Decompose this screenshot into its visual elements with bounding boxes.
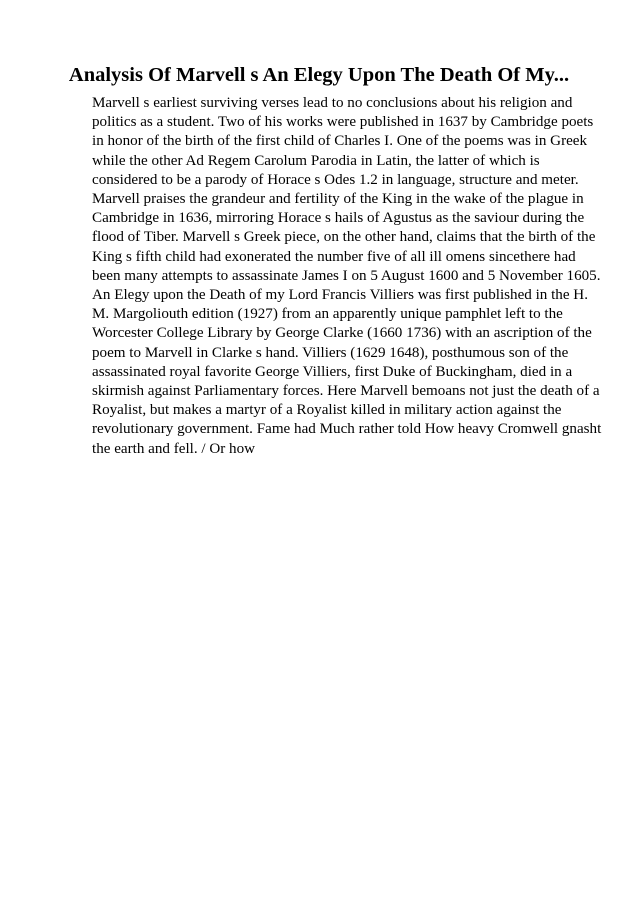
- body-line: assassinated royal favorite George Villiers, first Duke of Buckingham, died in a: [92, 363, 573, 380]
- document-title: Analysis Of Marvell s An Elegy Upon The Death Of My...: [68, 64, 570, 86]
- body-line: Worcester College Library by George Clarke (1660 1736) with an ascription of the: [92, 325, 592, 342]
- body-line: poem to Marvell in Clarke s hand. Villiers (1629 1648), posthumous son of the: [92, 344, 569, 361]
- body-line: been many attempts to assassinate James I on 5 August 1600 and 5 November 1605.: [92, 267, 601, 284]
- body-line: considered to be a parody of Horace s Odes 1.2 in language, structure and meter.: [92, 171, 579, 188]
- body-line: Cambridge in 1636, mirroring Horace s hails of Agustus as the saviour during the: [92, 210, 585, 227]
- body-line: in honor of the birth of the first child of Charles I. One of the poems was in Greek: [92, 133, 588, 150]
- body-line: skirmish against Parliamentary forces. Here Marvell bemoans not just the death of a: [92, 383, 600, 400]
- body-line: revolutionary government. Fame had Much rather told How heavy Cromwell gnasht: [92, 421, 602, 438]
- body-line: while the other Ad Regem Carolum Parodia in Latin, the latter of which is: [92, 152, 540, 169]
- body-line: politics as a student. Two of his works were published in 1637 by Cambridge poets: [92, 114, 594, 131]
- document-body: [92, 94, 602, 459]
- body-line: Marvell s earliest surviving verses lead to no conclusions about his religion and: [92, 95, 573, 111]
- body-line: Royalist, but makes a martyr of a Royalist killed in military action against the: [92, 402, 562, 419]
- body-line: An Elegy upon the Death of my Lord Francis Villiers was first published in the H.: [92, 287, 588, 304]
- body-line: flood of Tiber. Marvell s Greek piece, on the other hand, claims that the birth of the: [92, 229, 596, 246]
- body-line: King s fifth child had exonerated the number five of all ill omens sincethere had: [92, 248, 576, 265]
- body-line: the earth and fell. / Or how: [92, 440, 256, 457]
- body-line: Marvell praises the grandeur and fertility of the King in the wake of the plague in: [92, 191, 584, 208]
- body-line: M. Margoliouth edition (1927) from an apparently unique pamphlet left to the: [92, 306, 563, 323]
